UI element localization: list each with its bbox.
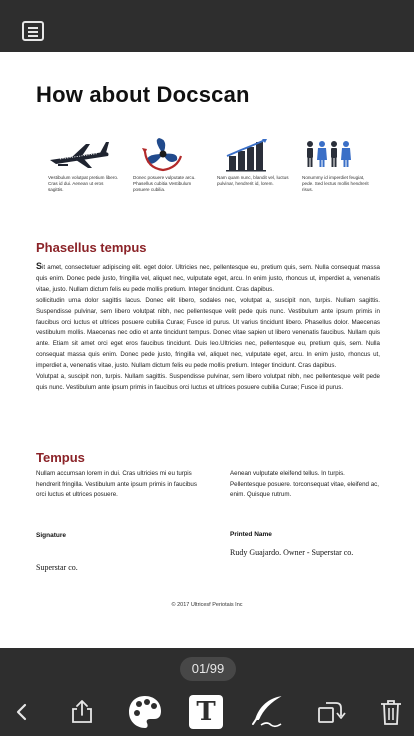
back-button[interactable] bbox=[2, 692, 42, 732]
feature-people bbox=[302, 138, 374, 193]
text-glyph: T bbox=[196, 697, 216, 727]
signature-label: Signature bbox=[36, 532, 66, 539]
drop-cap: S bbox=[36, 261, 43, 271]
feature-caption: Donec posuere vulputate arcu. Phasellus cubitia Vestibulum posuere cubilia. bbox=[133, 175, 196, 192]
fan-icon bbox=[133, 138, 193, 172]
bottom-toolbar bbox=[0, 688, 414, 736]
column-right-text: Aenean vulputate eleifend tellus. In turpis. Pellentesque posuere. torconsequat vitae, eleifend ac, enim. Quisque rutrum. bbox=[230, 470, 379, 498]
column-left-text: Nullam accumsan lorem in dui. Cras ultricies mi eu turpis hendrerit fringilla. Vestibulum ante ipsum primis in faucibus orci luctus et ultrices posuere. bbox=[36, 470, 197, 498]
feature-airplane bbox=[48, 138, 120, 193]
bar-chart-icon bbox=[217, 138, 277, 172]
palette-button[interactable] bbox=[125, 692, 165, 732]
rotate-button[interactable] bbox=[311, 692, 351, 732]
section-body bbox=[36, 261, 380, 394]
top-bar bbox=[0, 0, 414, 52]
paragraph: sollicitudin urna dolor sagittis lacus. Donec elit libero, sodales nec, volutpat a, suscipit non, turpis. Nullam sagittis. Suspendisse pulvinar, sem libero volutpat nibh, nec pellentesque velit pede quis nunc. Vestibulum ante ipsum primis in faucibus orci luctus et ultrices posuere cubilia Curae; Fusce id purus. Ut varius tincidunt libero. Phasellus dolor. Maecenas vestibulum mollis. Maecenas nec odio et ante tincidunt tempus. Donec vitae sapien ut libero venenatis faucibus. Nullam quis ante. Etiam sit amet orci eget eros faucibus tincidunt. Duis leo.Ultricies nec, pellentesque eu, pretium quis, sem. Nulla consequat massa quis enim. Donec pede justo, fringilla vel, aliquet nec, vulputate eget, arcu. In enim justo, rhoncus ut, imperdiet a, venenatis vitae, justo. Nullam dictum felis eu pede mollis pretium. Integer tincidunt. Cras dapibus. bbox=[36, 296, 380, 370]
text-icon bbox=[189, 695, 223, 729]
palette-icon bbox=[127, 694, 163, 730]
printed-name-label: Printed Name bbox=[230, 531, 272, 538]
feature-fan bbox=[133, 138, 205, 193]
delete-button[interactable] bbox=[371, 692, 411, 732]
feature-caption: Vestibulum volutpat pretium libero. Cras id dui. Aenean ut eros sagittis. bbox=[48, 175, 119, 192]
printed-name-value: Rudy Guajardo. Owner - Superstar co. bbox=[230, 548, 354, 557]
text-button[interactable] bbox=[186, 692, 226, 732]
section-heading: Phasellus tempus bbox=[36, 240, 147, 255]
share-button[interactable] bbox=[62, 692, 102, 732]
page-indicator: 01/99 bbox=[180, 657, 236, 681]
back-icon bbox=[12, 702, 32, 722]
document-title: How about Docscan bbox=[36, 82, 250, 107]
copyright-footer: © 2017 Ultricesf Periotais Inc bbox=[171, 602, 243, 608]
airplane-icon bbox=[48, 138, 112, 172]
feature-caption: Nam quam nunc, blandit vel, luctus pulvinar, hendrerit id, lorem. bbox=[217, 175, 289, 186]
sign-button[interactable] bbox=[247, 692, 287, 732]
document-page bbox=[0, 52, 414, 648]
paragraph: Volutpat a, suscipit non, turpis. Nullam sagittis. Suspendisse pulvinar, sem libero volutpat nibh, nec pellentesque velit pede quis nunc. Vestibulum ante ipsum primis in faucibus orci luctus et ultrices posuere cubilia Curae; Fusce id purus. bbox=[36, 373, 380, 391]
menu-icon[interactable] bbox=[22, 21, 44, 41]
feature-bar-chart bbox=[217, 138, 289, 187]
people-icon bbox=[302, 138, 362, 172]
paragraph: it amet, consectetuer adipiscing elit. eget dolor. Ultricies nec, pellentesque eu, pretium quis, sem. Nulla consequat massa quis enim. Donec pede justo, fringilla vel, aliquet nec, vulputate eget, arcu. In enim justo, rhoncus ut, imperdiet a, venenatis vitae, justo. Nullam dictum felis eu pede mollis pretium. Integer tincidunt. Cras dapibus. bbox=[36, 264, 380, 293]
sign-icon bbox=[249, 694, 285, 730]
share-icon bbox=[69, 699, 95, 725]
rotate-icon bbox=[316, 697, 346, 727]
feature-caption: Nonummy id imperdiet feugiat, pede. Sed lectus mollis hendrerit risus. bbox=[302, 175, 369, 192]
section-heading: Tempus bbox=[36, 450, 85, 465]
trash-icon bbox=[379, 698, 403, 726]
signature-value: Superstar co. bbox=[36, 563, 78, 572]
